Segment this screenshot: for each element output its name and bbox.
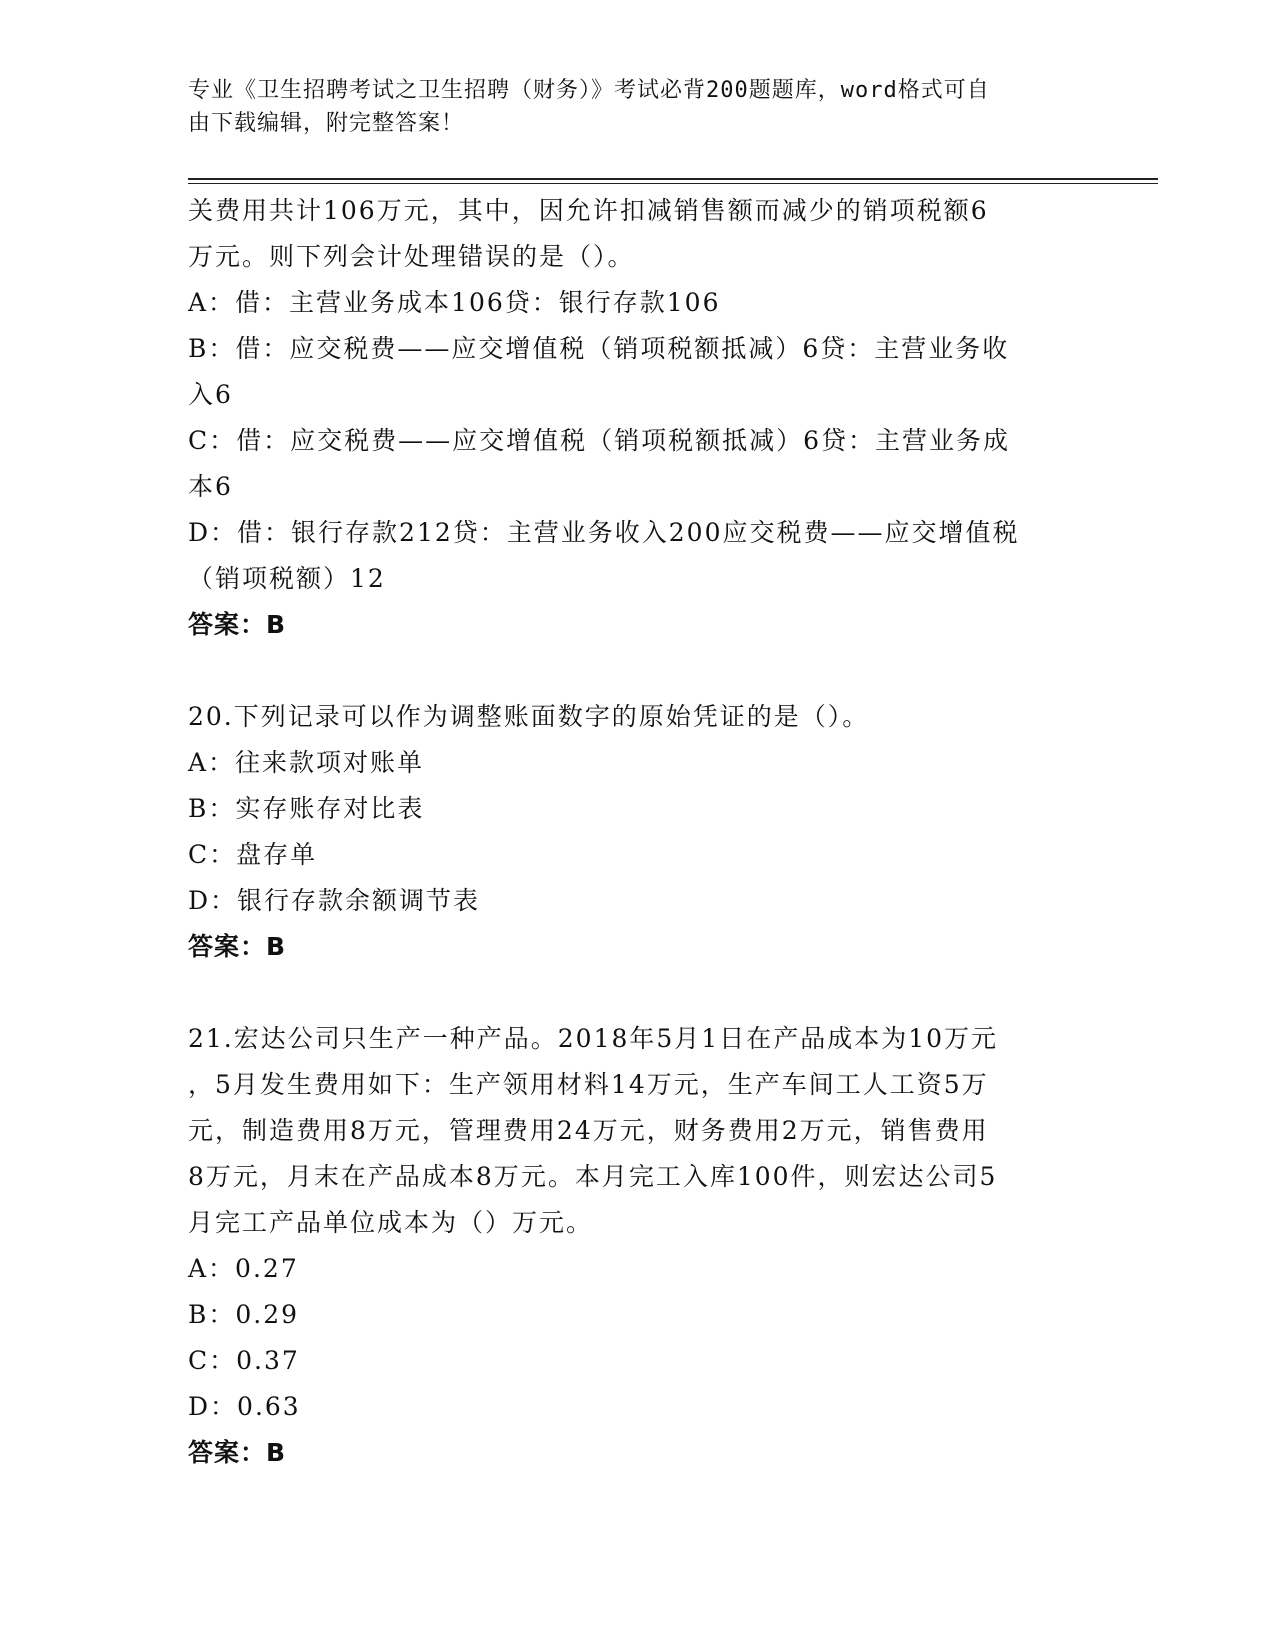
document-header <box>188 74 1068 140</box>
question-stem-line: 万元。则下列会计处理错误的是（）。 <box>188 242 635 271</box>
option-d: D：0.63 <box>188 1392 301 1421</box>
option-b: B：借：应交税费——应交增值税（销项税额抵减）6贷：主营业务收 <box>188 334 1010 363</box>
answer-line: 答案：B <box>188 1438 287 1467</box>
header-line-2: 由下载编辑，附完整答案！ <box>188 111 465 136</box>
question-stem-line: 8万元，月末在产品成本8万元。本月完工入库100件，则宏达公司5 <box>188 1162 998 1191</box>
spacer <box>188 648 1088 694</box>
option-a: A：借：主营业务成本106贷：银行存款106 <box>188 288 721 317</box>
option-d: D：银行存款余额调节表 <box>188 886 481 915</box>
question-19 <box>188 188 1088 648</box>
answer-line: 答案：B <box>188 932 287 961</box>
question-stem-line: 21.宏达公司只生产一种产品。2018年5月1日在产品成本为10万元 <box>188 1024 999 1053</box>
question-stem-line: 月完工产品单位成本为（）万元。 <box>188 1208 594 1237</box>
question-stem-line: 关费用共计106万元，其中，因允许扣减销售额而减少的销项税额6 <box>188 196 989 225</box>
option-a: A：往来款项对账单 <box>188 748 425 777</box>
question-stem-line: ，5月发生费用如下：生产领用材料14万元，生产车间工人工资5万 <box>188 1070 989 1099</box>
option-b: B：实存账存对比表 <box>188 794 425 823</box>
spacer <box>188 970 1088 1016</box>
option-c-continued: 本6 <box>188 472 233 501</box>
question-stem: 20.下列记录可以作为调整账面数字的原始凭证的是（）。 <box>188 702 870 731</box>
header-line-1: 专业《卫生招聘考试之卫生招聘（财务）》考试必背200题题库，word格式可自 <box>188 78 990 103</box>
option-b: B：0.29 <box>188 1300 300 1329</box>
option-d-continued: （销项税额）12 <box>188 564 386 593</box>
question-21 <box>188 1016 1088 1476</box>
option-c: C：借：应交税费——应交增值税（销项税额抵减）6贷：主营业务成 <box>188 426 1011 455</box>
header-divider-thin <box>188 183 1158 184</box>
question-list <box>188 188 1088 1476</box>
option-a: A：0.27 <box>188 1254 299 1283</box>
option-d: D：借：银行存款212贷：主营业务收入200应交税费——应交增值税 <box>188 518 1020 547</box>
option-b-continued: 入6 <box>188 380 233 409</box>
option-c: C：0.37 <box>188 1346 300 1375</box>
header-divider-thick <box>188 178 1158 180</box>
option-c: C：盘存单 <box>188 840 318 869</box>
question-20 <box>188 694 1088 970</box>
question-stem-line: 元，制造费用8万元，管理费用24万元，财务费用2万元，销售费用 <box>188 1116 989 1145</box>
answer-line: 答案：B <box>188 610 287 639</box>
